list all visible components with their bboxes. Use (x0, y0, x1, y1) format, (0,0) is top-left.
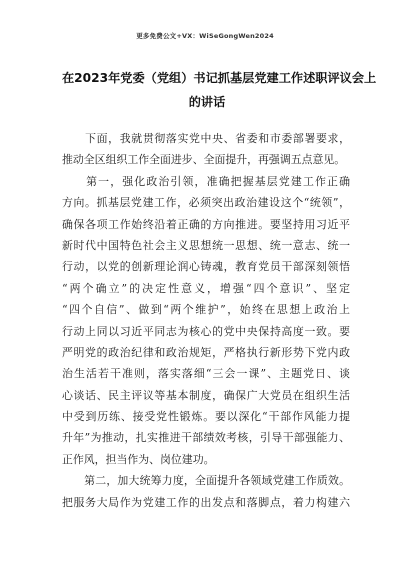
header-note: 更多免费公文+VX：WiSeGongWen2024 (136, 32, 274, 40)
text-line: 行动上同以习近平同志为核心的党中央保持高度一致。要 (62, 324, 350, 338)
text-line: 第二，加大统筹力度，全面提升各领域党建工作质效。 (62, 474, 350, 488)
paragraph-1 (62, 128, 350, 171)
document-body (62, 128, 350, 513)
text-line: 心谈话、民主评议等基本制度，确保广大党员在组织生活 (62, 388, 350, 402)
text-line: “两个确立”的决定性意义，增强“四个意识”、坚定 (62, 281, 350, 295)
title-line-2: 的讲话 (188, 95, 226, 109)
text-line: 升年”为推动，扎实推进干部绩效考核，引导干部强能力、 (62, 431, 350, 445)
text-line: 治生活若干准则，落实落细“三会一课”、主题党日、谈 (62, 367, 350, 381)
text-line: 下面，我就贯彻落实党中央、省委和市委部署要求， (62, 132, 350, 145)
paragraph-3 (62, 470, 350, 513)
text-line: 正作风，担当作为、岗位建功。 (62, 452, 215, 466)
text-line: 把服务大局作为党建工作的出发点和落脚点，着力构建六 (62, 495, 350, 509)
text-line: “四个自信”、做到“两个维护”，始终在思想上政治上 (62, 303, 350, 317)
text-line: 方向。抓基层党建工作，必须突出政治建设这个“统领”， (62, 196, 350, 210)
text-line: 行动，以党的创新理论润心铸魂，教育党员干部深刻领悟 (62, 260, 350, 274)
text-line: 推动全区组织工作全面进步、全面提升，再强调五点意见。 (62, 153, 346, 167)
title-line-1: 在2023年党委（党组）书记抓基层党建工作述职评议会上 (62, 71, 377, 85)
document-title (62, 66, 377, 114)
text-line: 第一，强化政治引领，准确把握基层党建工作正确 (62, 174, 350, 188)
text-line: 严明党的政治纪律和政治规矩，严格执行新形势下党内政 (62, 345, 350, 359)
text-line: 确保各项工作始终沿着正确的方向推进。要坚持用习近平 (62, 217, 350, 231)
paragraph-2 (62, 171, 350, 470)
text-line: 新时代中国特色社会主义思想统一思想、统一意志、统一 (62, 238, 350, 252)
text-line: 中受到历练、接受党性锻炼。要以深化“干部作风能力提 (62, 410, 350, 424)
